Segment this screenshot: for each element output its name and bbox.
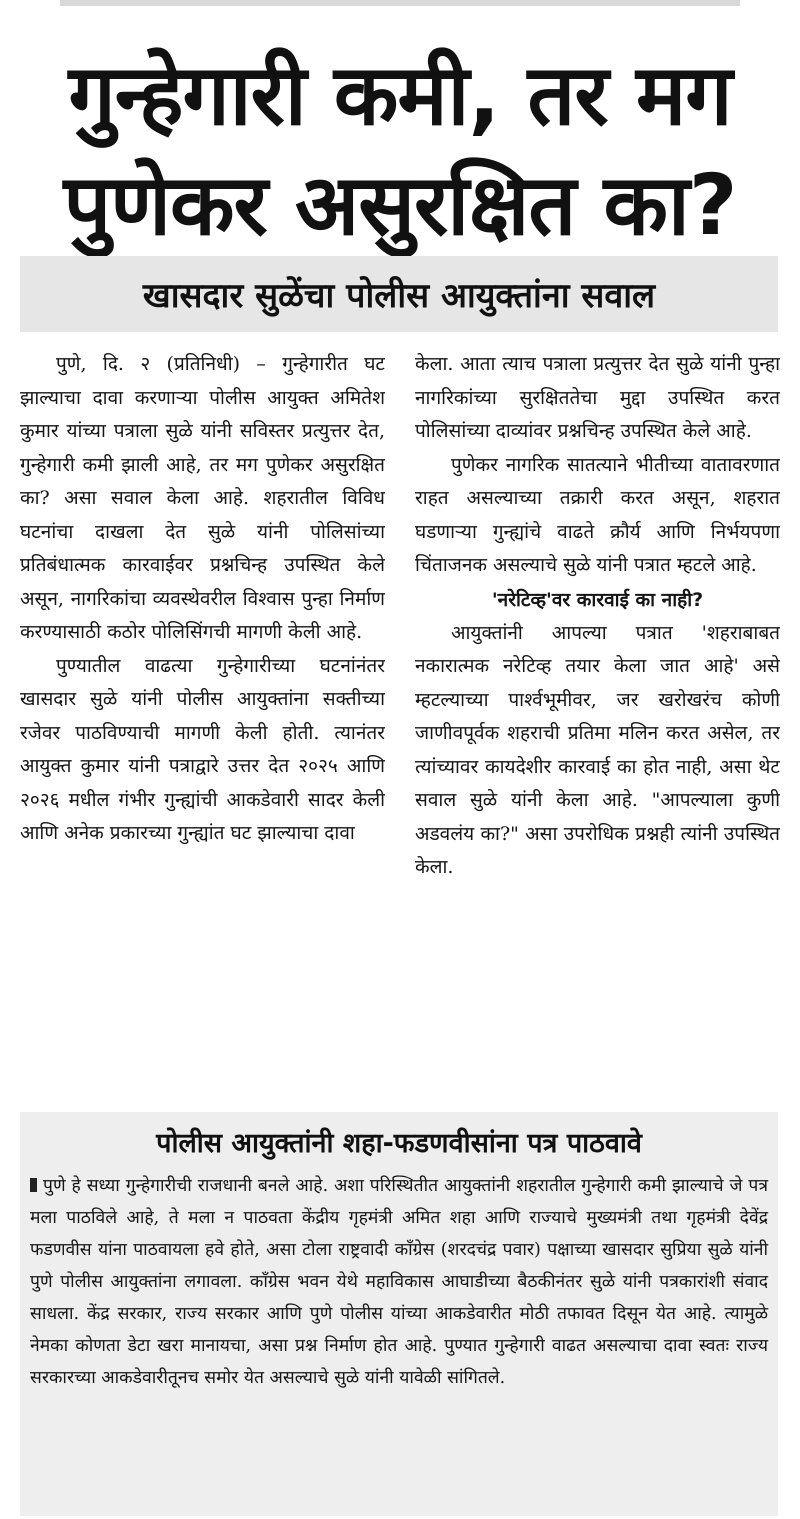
article-column-right [415,348,780,1098]
article-column-left [20,348,385,1098]
article-columns [20,348,780,1098]
box-title: पोलीस आयुक्तांनी शहा-फडणवीसांना पत्र पाठवावे [156,1128,642,1159]
box-body-text: पुणे हे सध्या गुन्हेगारीची राजधानी बनले आहे. अशा परिस्थितीत आयुक्तांनी शहरातील गुन्हेगारी कमी झाल्याचे जे पत्र मला पाठविले आहे, ते मला न पाठवता केंद्रीय गृहमंत्री अमित शहा आणि राज्याचे मुख्यमंत्री तथा गृहमंत्री देवेंद्र फडणवीस यांना पाठवायला हवे होते, असा टोला राष्ट्रवादी काँग्रेस (शरदचंद्र पवार) पक्षाच्या खासदार सुप्रिया सुळे यांनी पुणे पोलीस आयुक्तांना लगावला. काँग्रेस भवन येथे महाविकास आघाडीच्या बैठकीनंतर सुळे यांनी पत्रकारांशी संवाद साधला. केंद्र सरकार, राज्य सरकार आणि पुणे पोलीस यांच्या आकडेवारीत मोठी तफावत दिसून येत आहे. त्यामुळे नेमका कोणता डेटा खरा मानायचा, असा प्रश्न निर्माण होत आहे. पुण्यात गुन्हेगारी वाढत असल्याचा दावा स्वतः राज्य सरकारच्या आकडेवारीतूनच समोर येत असल्याचे सुळे यांनी यावेळी सांगितले. [30,1176,768,1388]
article-paragraph: केला. आता त्याच पत्राला प्रत्युत्तर देत सुळे यांनी पुन्हा नागरिकांच्या सुरक्षिततेचा मुद्दा उपस्थित करत पोलिसांच्या दाव्यांवर प्रश्नचिन्ह उपस्थित केले आहे. [415,353,780,442]
article-paragraph: पुण्यातील वाढत्या गुन्हेगारीच्या घटनांनंतर खासदार सुळे यांनी पोलीस आयुक्तांना सक्तीच्या रजेवर पाठविण्याची मागणी केली होती. त्यानंतर आयुक्त कुमार यांनी पत्राद्वारे उत्तर देत २०२५ आणि २०२६ मधील गंभीर गुन्ह्यांची आकडेवारी सादर केली आणि अनेक प्रकारच्या गुन्ह्यांत घट झाल्याचा दावा [20,654,385,844]
subheadline: खासदार सुळेंचा पोलीस आयुक्तांना सवाल [142,276,656,316]
headline: गुन्हेगारी कमी, तर मग पुणेकर असुरक्षित का? [63,46,737,254]
bullet-icon [30,1178,37,1192]
article-paragraph: पुणेकर नागरिक सातत्याने भीतीच्या वातावरणात राहत असल्याच्या तक्रारी करत असून, शहरात घडणाऱ्या गुन्ह्यांचे वाढते क्रौर्य आणि निर्भयपणा चिंताजनक असल्याचे सुळे यांनी पत्रात म्हटले आहे. [415,453,780,576]
subheadline-banner [20,256,778,332]
crosshead: 'नरेटिव्ह'वर कारवाई का नाही? [491,588,704,611]
sidebar-box [20,1112,778,1516]
top-divider [60,0,740,6]
box-body-paragraph [20,1170,778,1394]
article-paragraph: पुणे, दि. २ (प्रतिनिधी) – गुन्हेगारीत घट झाल्याचा दावा करणाऱ्या पोलीस आयुक्त अमितेश कुमार यांच्या पत्राला सुळे यांनी सविस्तर प्रत्युत्तर देत, गुन्हेगारी कमी झाली आहे, तर मग पुणेकर असुरक्षित का? असा सवाल केला आहे. शहरातील विविध घटनांचा दाखला देत सुळे यांनी पोलिसांच्या प्रतिबंधात्मक कारवाईवर प्रश्नचिन्ह उपस्थित केले असून, नागरिकांचा व्यवस्थेवरील विश्वास पुन्हा निर्माण करण्यासाठी कठोर पोलिसिंगची मागणी केली आहे. [20,353,385,643]
article-paragraph: आयुक्तांनी आपल्या पत्रात 'शहराबाबत नकारात्मक नरेटिव्ह तयार केला जात आहे' असे म्हटल्याच्या पार्श्वभूमीवर, जर खरोखरंच कोणी जाणीवपूर्वक शहराची प्रतिमा मलिन करत असेल, तर त्यांच्यावर कायदेशीर कारवाई का होत नाही, असा थेट सवाल सुळे यांनी केला आहे. "आपल्याला कुणी अडवलंय का?" असा उपरोधिक प्रश्नही त्यांनी उपस्थित केला. [415,621,780,878]
